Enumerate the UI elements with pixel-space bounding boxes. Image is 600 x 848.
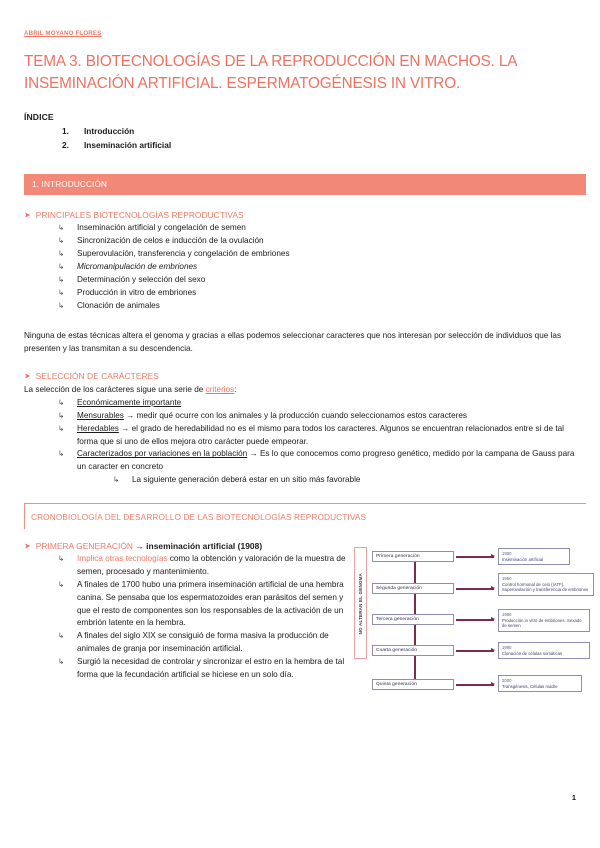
criteria-lead-prefix: La selección de los carácteres sigue una serie de (24, 384, 206, 394)
diagram-connector-arrow-icon (456, 684, 494, 686)
diagram-genome-band (354, 547, 367, 659)
list-item (62, 125, 578, 138)
heading-rest: → inseminación artificial (1908) (133, 541, 263, 552)
criteria-term: Económicamente importante (77, 397, 182, 407)
list-item-label: Surgió la necesidad de controlar y sincronizar el estro en la hembra de tal forma que la fecundación artificial se hiciese en un solo día. (77, 656, 345, 679)
diagram-description-year: 1950 (502, 576, 512, 582)
diagram-generation-box: Primera generación (372, 551, 454, 562)
list-item (58, 287, 578, 300)
heading-prefix: PRIMERA GENERACIÓN (35, 541, 133, 552)
list-item (58, 410, 578, 423)
list-item-label: Clonación de animales (77, 301, 160, 311)
list-item (62, 139, 578, 152)
list-item (58, 656, 348, 682)
criteria-sublist (77, 474, 578, 487)
page-number: 1 (571, 793, 576, 802)
criteria-term: Mensurables (77, 410, 124, 420)
heading-label (36, 541, 262, 551)
diagram-description-year: 1900 (502, 551, 512, 557)
criteria-term: Heredables (77, 423, 119, 433)
criteria-list (22, 397, 578, 488)
diagram-description-year: 1990 (502, 645, 512, 651)
diagram-description-box (498, 573, 594, 596)
page-title: TEMA 3. BIOTECNOLOGÍAS DE LA REPRODUCCIÓN EN MACHOS. LA INSEMINACIÓN ARTIFICIAL. ESPERMATOGÉNESIS IN VITRO. (24, 53, 517, 92)
list-item-label: Micromanipulación de embriones (77, 262, 198, 272)
index-item-label: Inseminación artificial (84, 139, 172, 150)
author-name: ABRIL MOYANO FLORES (24, 30, 102, 37)
criteria-rest: → Es lo que conocemos como progreso genético, medido por la campana de Gauss para un caracter en concreto (77, 449, 575, 472)
criteria-rest: → el grado de heredabilidad no es el mismo para todos los caracteres. Algunos se encuentran relacionados entre sí de tal forma que si uno de ellos mejora otro carácter puede empeorar. (77, 423, 564, 446)
list-item-label: Inseminación artificial y congelación de semen (77, 223, 246, 233)
diagram-generation-box: Segunda generación (372, 583, 454, 594)
list-item-highlight: Implica otras tecnologías (77, 554, 168, 564)
list-item (58, 397, 578, 410)
criteria-rest: → medir qué ocurre con los animales y la producción cuando seleccionamos estos caracteres (123, 410, 468, 420)
diagram-description-text: Transgénesis, Células madre (502, 683, 558, 689)
criteria-lead (24, 383, 578, 396)
list-item-label: Sincronización de celos e inducción de la ovulación (77, 236, 264, 246)
diagram-connector-arrow-icon (456, 650, 494, 652)
cronobiologia-text-column (22, 541, 348, 703)
heading-label: SELECCIÓN DE CARÁCTERES (35, 370, 159, 381)
list-item-label: La siguiente generación deberá estar en un sitio más favorable (132, 475, 361, 485)
diagram-side-label: NO ALTERAN EL GENOMA (358, 572, 363, 635)
diagram-description-box (498, 675, 582, 692)
heading-seleccion-caracteres (24, 371, 578, 381)
diagram-connector-arrow-icon (456, 588, 494, 590)
diagram-description-year: 1980 (502, 612, 512, 618)
list-item (58, 222, 578, 235)
list-item-label: A finales del siglo XIX se consiguió de forma masiva la producción de animales de granja por inseminación artificial. (77, 631, 329, 653)
criteria-term: Caracterizados por variaciones en la población (77, 449, 248, 459)
diagram-connector-arrow-icon (456, 556, 494, 558)
diagram-description-text: Inseminación artificial (502, 556, 544, 562)
list-item-label: Superovulación, transferencia y congelación de embriones (77, 249, 290, 259)
heading-label: PRINCIPALES BIOTECNOLOGÍAS REPRODUCTIVAS (35, 210, 244, 221)
diagram-generation-box: Quinta generación (372, 679, 454, 690)
list-item (58, 423, 578, 449)
list-item (113, 474, 578, 487)
arrow-bullet-icon: ➤ (24, 371, 31, 381)
diagram-description-text: Clonación de células somáticas (502, 650, 563, 656)
diagram-description-text: Control hormonal de celo (IATF). Superovulación y transferencia de embriones (502, 581, 589, 593)
list-item (58, 261, 578, 274)
list-item (58, 248, 578, 261)
diagram-generation-box: Cuarta generación (372, 645, 454, 656)
index-list (22, 125, 578, 152)
list-item (58, 274, 578, 287)
index-heading: ÍNDICE (24, 112, 54, 123)
section-banner-cronobiologia: CRONOBIOLOGÍA DEL DESARROLLO DE LAS BIOTECNOLOGÍAS REPRODUCTIVAS (24, 503, 586, 529)
list-item (58, 235, 578, 248)
list-item (58, 630, 348, 656)
diagram-description-year: 2000 (502, 678, 512, 684)
index-item-label: Introducción (84, 126, 135, 137)
diagram-connector-arrow-icon (456, 619, 494, 621)
criteria-lead-suffix: : (234, 384, 237, 394)
diagram-description-box (498, 642, 590, 659)
heading-primera-generacion (24, 541, 348, 551)
arrow-bullet-icon: ➤ (24, 210, 31, 220)
arrow-bullet-icon: ➤ (24, 541, 31, 551)
list-item-label: como la obtención y valoración de la muestra de semen, procesado y mantenimiento. (77, 554, 346, 577)
cronobiologia-body (22, 541, 589, 703)
section-banner-introduccion: 1. INTRODUCCIÓN (24, 174, 586, 195)
list-item (58, 579, 348, 630)
list-item-label: Producción in vitro de embriones (77, 288, 197, 298)
criterios-link[interactable]: criterios (205, 384, 235, 394)
diagram-description-text: Producción in vitro de embriones. Sexado de semen (502, 617, 582, 629)
diagram-generation-box: Tercera generación (372, 614, 454, 625)
list-item (58, 448, 578, 487)
diagram-description-box (498, 548, 570, 565)
biotecnologias-list (22, 222, 578, 313)
list-item-label: A finales de 1700 hubo una primera inseminación artificial de una hembra canina. Se pensaba que los espermatozoides eran parásitos del semen y que el resto de componentes son los responsables de la activación de un embrión latente en la hembra. (77, 579, 344, 628)
primera-generacion-list (22, 553, 348, 681)
list-item-label: Determinación y selección del sexo (77, 275, 206, 285)
list-item (58, 553, 348, 579)
generations-diagram (352, 545, 589, 703)
intro-paragraph: Ninguna de estas técnicas altera el genoma y gracias a ellas podemos seleccionar caracteres que nos interesan por selección de individuos que las presenten y las transmitan a su descendencia. (24, 330, 562, 354)
list-item (58, 300, 578, 313)
heading-principales-biotecnologias (24, 210, 578, 220)
diagram-description-box (498, 609, 590, 632)
